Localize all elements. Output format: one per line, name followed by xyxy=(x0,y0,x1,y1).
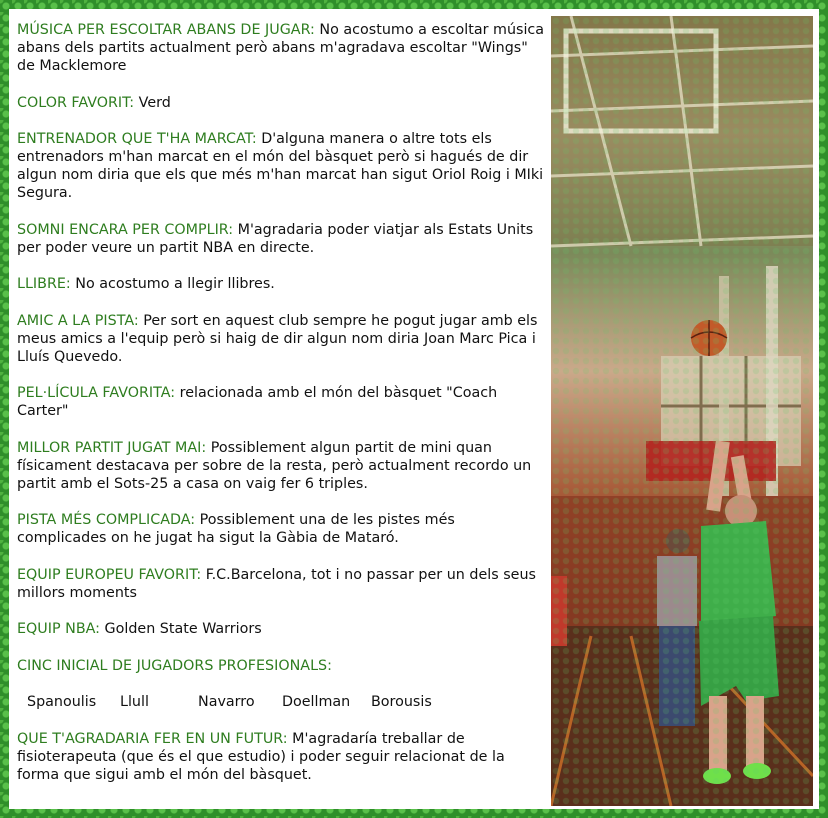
question-label: SOMNI ENCARA PER COMPLIR: xyxy=(17,221,234,238)
starting-five-list xyxy=(17,693,547,711)
answer-text: Per sort en aquest club sempre he pogut jugar amb els meus amics a l'equip però si haig de dir algun nom diria Joan Marc Pica i Lluís Quevedo. xyxy=(17,312,538,365)
qa-item xyxy=(17,511,547,547)
qa-item xyxy=(17,275,547,293)
basketball-photo xyxy=(551,16,813,806)
photo-illustration xyxy=(551,16,813,806)
qa-item xyxy=(17,130,547,202)
answer-text: Golden State Warriors xyxy=(99,621,262,637)
answer-text: M'agradaría treballar de fisioterapeuta (que és el que estudio) i poder seguir relacionat de la forma que sigui amb el món del bàsquet. xyxy=(17,730,505,783)
qa-item xyxy=(17,620,547,638)
interview-text xyxy=(17,21,547,802)
question-label: PEL·LÍCULA FAVORITA: xyxy=(17,385,176,401)
answer-text: Possiblement algun partit de mini quan físicament destacava per sobre de la resta, però actualment recordo un partit amb el Sots-25 a casa on vaig fer 6 triples. xyxy=(17,439,532,492)
question-label: EQUIP EUROPEU FAVORIT: xyxy=(17,566,202,583)
qa-item xyxy=(17,384,547,420)
player-name: Doellman xyxy=(282,694,351,710)
answer-text: M'agradaria poder viatjar als Estats Units per poder veure un partit NBA en directe. xyxy=(17,221,534,256)
answer-text: No acostumo a escoltar música abans dels partits actualment però abans m'agradava escoltar "Wings" de Macklemore xyxy=(17,22,545,74)
question-label: COLOR FAVORIT: xyxy=(17,94,135,111)
question-label: PISTA MÉS COMPLICADA: xyxy=(17,512,196,528)
question-label: ENTRENADOR QUE T'HA MARCAT: xyxy=(17,131,257,147)
qa-item xyxy=(17,730,547,784)
question-label: LLIBRE: xyxy=(17,276,71,292)
qa-item xyxy=(17,94,547,112)
question-label: QUE T'AGRADARIA FER EN UN FUTUR: xyxy=(17,730,288,747)
answer-text: No acostumo a llegir llibres. xyxy=(70,276,275,292)
question-label: EQUIP NBA: xyxy=(17,621,100,637)
answer-text: Verd xyxy=(134,94,171,111)
answer-text: D'alguna manera o altre tots els entrenadors m'han marcat en el món del bàsquet però si hagués de dir algun nom diria que els que més m'han marcat han sigut Oriol Roig i MIki Segura. xyxy=(17,131,544,201)
answer-text: Possiblement una de les pistes més complicades on he jugat ha sigut la Gàbia de Mataró. xyxy=(17,512,455,546)
question-label: AMIC A LA PISTA: xyxy=(17,312,139,329)
qa-item xyxy=(17,21,547,75)
question-label: CINC INICIAL DE JUGADORS PROFESIONALS: xyxy=(17,657,332,674)
qa-item xyxy=(17,657,547,675)
player-name: Navarro xyxy=(198,694,255,710)
question-label: MILLOR PARTIT JUGAT MAI: xyxy=(17,439,207,456)
qa-item xyxy=(17,566,547,602)
answer-text: relacionada amb el món del bàsquet "Coach Carter" xyxy=(17,385,498,419)
answer-text: F.C.Barcelona, tot i no passar per un dels seus millors moments xyxy=(17,566,536,601)
player-name: Llull xyxy=(120,694,149,710)
interview-card xyxy=(9,9,819,809)
question-label: MÚSICA PER ESCOLTAR ABANS DE JUGAR: xyxy=(17,22,315,38)
player-name: Spanoulis xyxy=(27,694,97,710)
qa-item xyxy=(17,221,547,257)
qa-item xyxy=(17,312,547,366)
player-name: Borousis xyxy=(371,694,432,710)
qa-item xyxy=(17,439,547,493)
